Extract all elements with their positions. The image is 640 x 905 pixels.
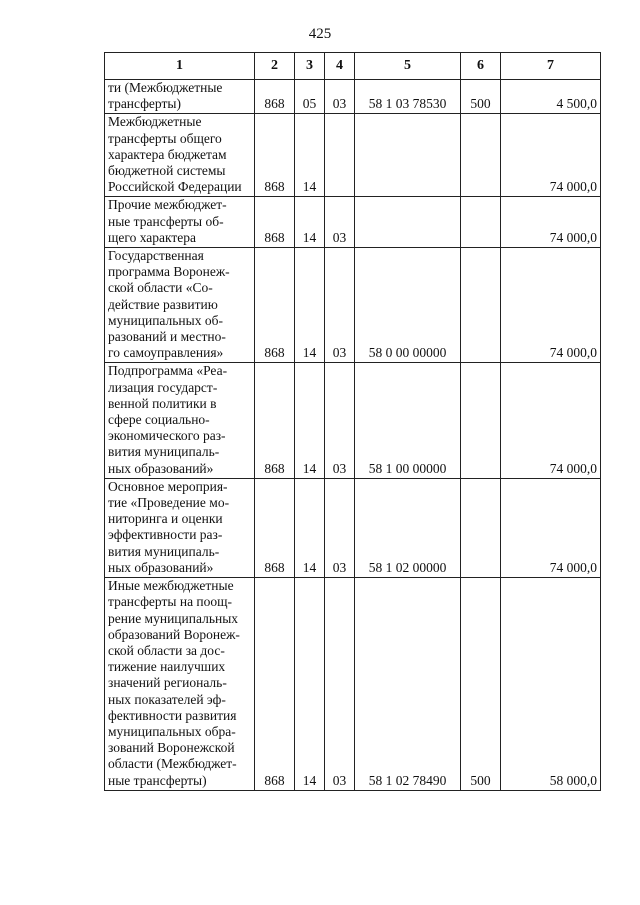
header-col-3: 3 <box>295 53 325 80</box>
row-code-3: 14 <box>295 114 325 197</box>
header-row <box>105 53 601 80</box>
row-name: Государственная программа Воронеж- ской области «Со- действие развитию муниципальных об- разований и местно- го самоуправления» <box>105 248 255 363</box>
row-code-5: 58 0 00 00000 <box>355 248 461 363</box>
row-name: Иные межбюджетные трансферты на поощ- рение муниципальных образований Воронеж- ской области за дос- тижение наилучших значений региональ- ных показателей эф- фективности развития муниципальных обра- зований Воронежской области (Межбюджет- ные трансферты) <box>105 578 255 791</box>
row-name: Прочие межбюджет- ные трансферты об- щего характера <box>105 197 255 248</box>
row-code-3: 14 <box>295 578 325 791</box>
budget-table <box>104 52 601 791</box>
row-code-2: 868 <box>255 363 295 478</box>
row-name: Основное мероприя- тие «Проведение мо- ниторинга и оценки эффективности раз- вития муниципаль- ных образований» <box>105 478 255 577</box>
table-row <box>105 114 601 197</box>
row-code-6 <box>461 363 501 478</box>
row-code-5 <box>355 114 461 197</box>
row-code-5: 58 1 02 78490 <box>355 578 461 791</box>
row-code-3: 14 <box>295 363 325 478</box>
row-amount: 58 000,0 <box>501 578 601 791</box>
row-code-6 <box>461 248 501 363</box>
row-code-4: 03 <box>325 248 355 363</box>
header-col-7: 7 <box>501 53 601 80</box>
row-code-5: 58 1 00 00000 <box>355 363 461 478</box>
row-code-4: 03 <box>325 197 355 248</box>
row-code-6: 500 <box>461 578 501 791</box>
row-code-2: 868 <box>255 114 295 197</box>
header-col-4: 4 <box>325 53 355 80</box>
row-code-5: 58 1 03 78530 <box>355 80 461 114</box>
row-code-5: 58 1 02 00000 <box>355 478 461 577</box>
page-number: 425 <box>308 26 332 42</box>
row-name: ти (Межбюджетные трансферты) <box>105 80 255 114</box>
table-row <box>105 248 601 363</box>
header-col-1: 1 <box>105 53 255 80</box>
header-col-6: 6 <box>461 53 501 80</box>
row-code-2: 868 <box>255 248 295 363</box>
table-row <box>105 578 601 791</box>
row-code-6 <box>461 197 501 248</box>
row-amount: 74 000,0 <box>501 478 601 577</box>
header-col-2: 2 <box>255 53 295 80</box>
row-code-2: 868 <box>255 197 295 248</box>
table-row <box>105 197 601 248</box>
row-amount: 74 000,0 <box>501 197 601 248</box>
row-code-3: 14 <box>295 197 325 248</box>
row-name: Подпрограмма «Реа- лизация государст- венной политики в сфере социально- экономического раз- вития муниципаль- ных образований» <box>105 363 255 478</box>
table-row <box>105 478 601 577</box>
row-code-5 <box>355 197 461 248</box>
row-amount: 74 000,0 <box>501 363 601 478</box>
row-code-4: 03 <box>325 478 355 577</box>
row-code-2: 868 <box>255 80 295 114</box>
row-code-4 <box>325 114 355 197</box>
row-code-2: 868 <box>255 578 295 791</box>
row-code-3: 14 <box>295 478 325 577</box>
row-amount: 74 000,0 <box>501 114 601 197</box>
header-col-5: 5 <box>355 53 461 80</box>
row-code-4: 03 <box>325 80 355 114</box>
row-amount: 74 000,0 <box>501 248 601 363</box>
row-code-6 <box>461 478 501 577</box>
row-code-2: 868 <box>255 478 295 577</box>
row-code-3: 14 <box>295 248 325 363</box>
row-code-3: 05 <box>295 80 325 114</box>
row-code-6 <box>461 114 501 197</box>
table-row <box>105 80 601 114</box>
row-amount: 4 500,0 <box>501 80 601 114</box>
row-code-6: 500 <box>461 80 501 114</box>
row-code-4: 03 <box>325 363 355 478</box>
table-row <box>105 363 601 478</box>
row-code-4: 03 <box>325 578 355 791</box>
row-name: Межбюджетные трансферты общего характера бюджетам бюджетной системы Российской Федерации <box>105 114 255 197</box>
